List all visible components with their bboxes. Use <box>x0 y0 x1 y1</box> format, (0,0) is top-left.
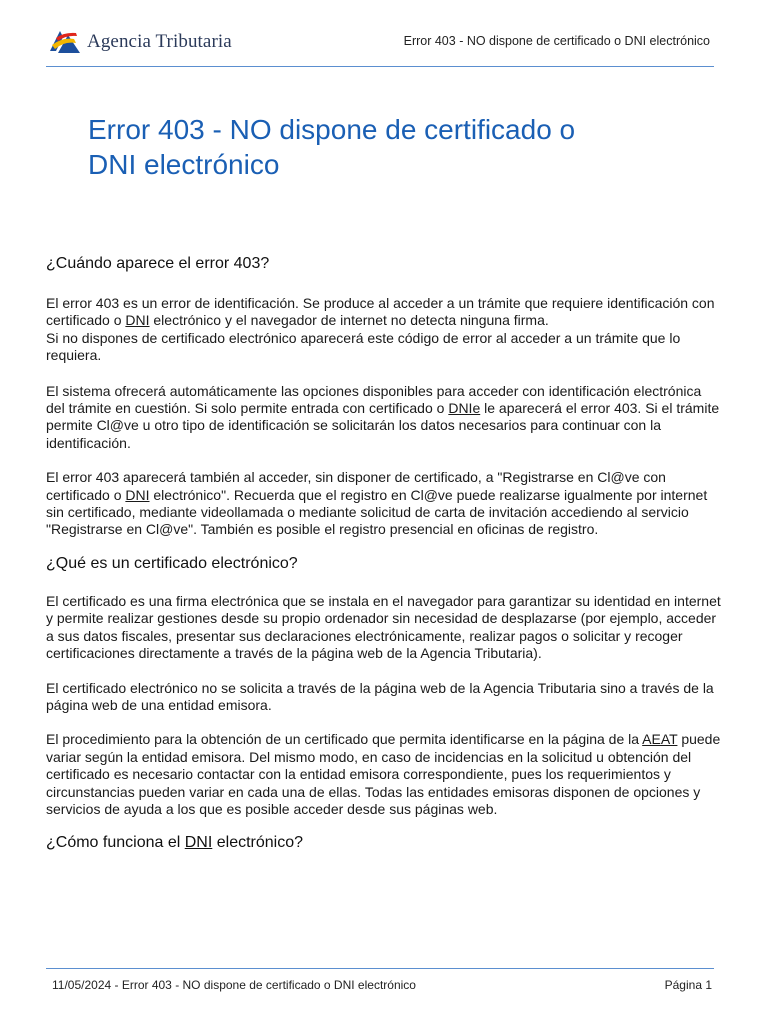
text: electrónico". Recuerda que el registro en Cl@ve puede realizarse igualmente por internet sin certificado, mediante videollamada o mediante solicitud de carta de invitación accediendo al servicio "Registrarse en Cl@ve". También es posible el registro presencial en oficinas de registro. <box>46 486 708 538</box>
paragraph <box>46 383 722 453</box>
dni-link[interactable]: DNI <box>125 486 150 503</box>
page-title-line-1: Error 403 - NO dispone de certificado o <box>88 114 576 145</box>
paragraph <box>46 731 722 818</box>
agencia-tributaria-emblem-icon <box>46 25 84 59</box>
text: electrónico y el navegador de internet no detecta ninguna firma. <box>149 312 549 329</box>
paragraph <box>46 295 722 365</box>
section-cuando-aparece <box>46 254 722 853</box>
paragraph: El certificado es una firma electrónica que se instala en el navegador para garantizar su identidad en internet y permite realizar gestiones desde su propio ordenador sin necesidad de desplazarse (por ejemplo, acceder a sus datos fiscales, presentar sus declaraciones electrónicamente, realizar pagos o solicitar y recoger certificaciones directamente a través de la página web de la Agencia Tributaria). <box>46 592 721 662</box>
section-heading-que-es-certificado: ¿Qué es un certificado electrónico? <box>46 554 298 572</box>
page-header <box>46 22 714 67</box>
text: puede variar según la entidad emisora. Del mismo modo, en caso de incidencias en la solicitud u obtención del certificado es necesario contactar con la entidad emisora correspondiente, pues los requerimientos y circunstancias pueden variar en cada una de ellas. Todas las entidades emisoras disponen de opciones y servicios de ayuda a los que es posible acceder desde sus páginas web. <box>46 731 721 817</box>
paragraph <box>46 469 722 539</box>
aeat-link[interactable]: AEAT <box>642 731 678 748</box>
text: El error 403 es un error de identificación. Se produce al acceder a un trámite que requiere identificación con certificado o <box>46 295 715 329</box>
header-document-title: Error 403 - NO dispone de certificado o DNI electrónico <box>403 34 710 48</box>
page-number: Página 1 <box>664 978 712 992</box>
document-body <box>46 112 722 852</box>
text: le aparecerá el error 403. Si el trámite permite Cl@ve u otro tipo de identificación se solicitarán los datos necesarios para continuar con la identificación. <box>46 400 720 451</box>
text: El sistema ofrecerá automáticamente las opciones disponibles para acceder con identificación electrónica del trámite en cuestión. Si solo permite entrada con certificado o <box>46 382 702 417</box>
text: ¿Cómo funciona el <box>46 834 185 852</box>
dni-link[interactable]: DNI <box>184 834 213 852</box>
dnie-link[interactable]: DNIe <box>448 400 481 417</box>
text: electrónico? <box>212 834 304 852</box>
page-title-line-2: DNI electrónico <box>88 149 280 180</box>
agencia-tributaria-logo[interactable] <box>46 25 232 59</box>
footer-date-title: 11/05/2024 - Error 403 - NO dispone de certificado o DNI electrónico <box>52 978 416 992</box>
page-title <box>88 112 722 182</box>
paragraph: El certificado electrónico no se solicita a través de la página web de la Agencia Tributaria sino a través de la página web de una entidad emisora. <box>46 679 714 713</box>
page-footer <box>46 968 714 992</box>
text: El procedimiento para la obtención de un certificado que permita identificarse en la página de la <box>46 731 643 748</box>
section-heading-como-funciona-dni <box>46 833 722 853</box>
section-heading-cuando-aparece: ¿Cuándo aparece el error 403? <box>46 255 270 272</box>
logo-text: Agencia Tributaria <box>87 31 232 52</box>
text: Si no dispones de certificado electrónico aparecerá este código de error al acceder a un trámite que lo requiera. <box>46 329 681 364</box>
text: El error 403 aparecerá también al acceder, sin disponer de certificado, a "Registrarse en Cl@ve con certificado o <box>46 469 666 503</box>
dni-link[interactable]: DNI <box>125 312 150 329</box>
